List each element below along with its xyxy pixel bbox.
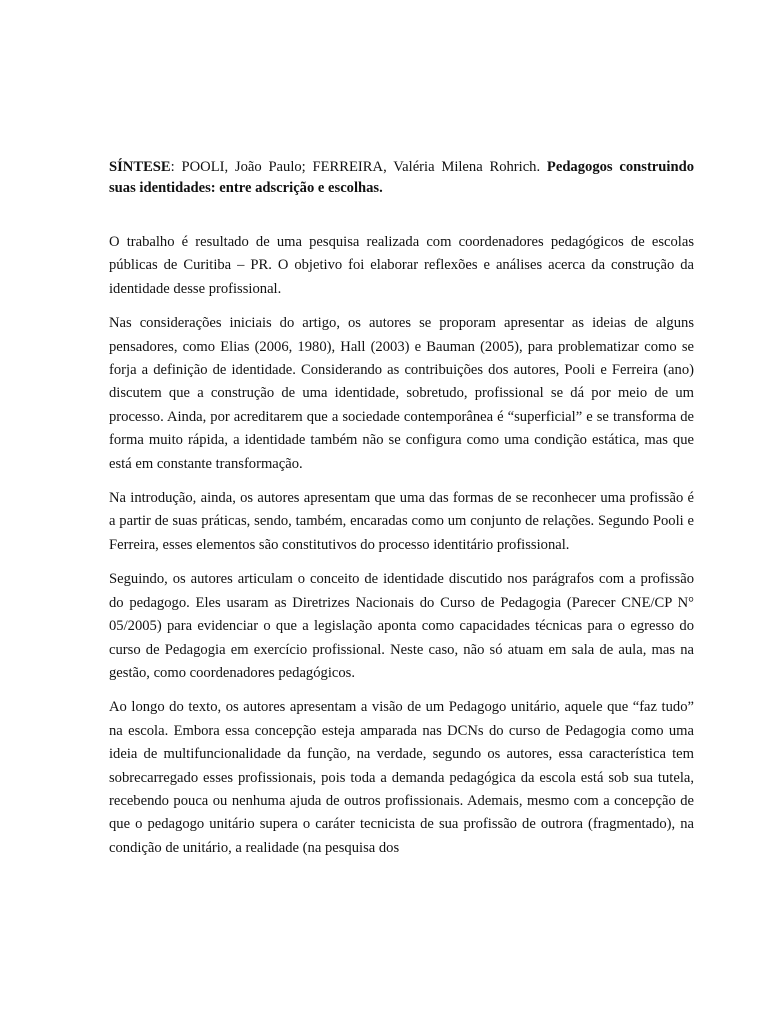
paragraph-considerations: Nas considerações iniciais do artigo, os autores se proporam apresentar as ideias de alguns pensadores, como Elias (2006, 1980), Hall (2003) e Bauman (2005), para problematizar como se forja a definição de identidade. Considerando as contribuições dos autores, Pooli e Ferreira (ano) discutem que a construção de uma identidade, sobretudo, profissional se dá por meio de um processo. Ainda, por acreditarem que a sociedade contemporânea é “superficial” e se transforma de forma muito rápida, a identidade também não se configura como uma condição estática, mas que está em constante transformação. (109, 315, 694, 472)
synthesis-colon: : (170, 159, 182, 175)
paragraph-intro: O trabalho é resultado de uma pesquisa realizada com coordenadores pedagógicos de escolas públicas de Curitiba – PR. O objetivo foi elaborar reflexões e análises acerca da construção da identidade desse profissional. (109, 234, 694, 297)
paragraph-pedagogy-guidelines: Seguindo, os autores articulam o conceito de identidade discutido nos parágrafos com a profissão do pedagogo. Eles usaram as Diretrizes Nacionais do Curso de Pedagogia (Parecer CNE/CP N° 05/2005) para evidenciar o que a legislação aponta como capacidades técnicas para o egresso do curso de Pedagogia em exercício profissional. Neste caso, não só atuam em sala de aula, mas na gestão, como coordenadores pedagógicos. (109, 571, 694, 681)
citation-authors: POOLI, João Paulo; FERREIRA, Valéria Milena Rohrich. (181, 159, 547, 175)
paragraph-unitary-pedagogue: Ao longo do texto, os autores apresentam a visão de um Pedagogo unitário, aquele que “faz tudo” na escola. Embora essa concepção esteja amparada nas DCNs do curso de Pedagogia como uma ideia de multifuncionalidade da função, na verdade, segundo os autores, essa característica tem sobrecarregado esses profissionais, pois toda a demanda pedagógica da escola está sob sua tutela, recebendo pouca ou nenhuma ajuda de outros profissionais. Ademais, mesmo com a concepção de que o pedagogo unitário supera o caráter tecnicista de sua profissão de outrora (fragmentado), na condição de unitário, a realidade (na pesquisa dos (109, 699, 694, 856)
paragraph-introduction: Na introdução, ainda, os autores apresentam que uma das formas de se reconhecer uma profissão é a partir de suas práticas, sendo, também, encaradas como um conjunto de relações. Segundo Pooli e Ferreira, esses elementos são constitutivos do processo identitário profissional. (109, 490, 694, 553)
synthesis-label: SÍNTESE (109, 159, 171, 175)
article-title: Pedagogos construindo suas identidades: entre adscrição e escolhas. (109, 159, 694, 196)
citation-header (109, 157, 694, 198)
document-body (109, 157, 694, 871)
